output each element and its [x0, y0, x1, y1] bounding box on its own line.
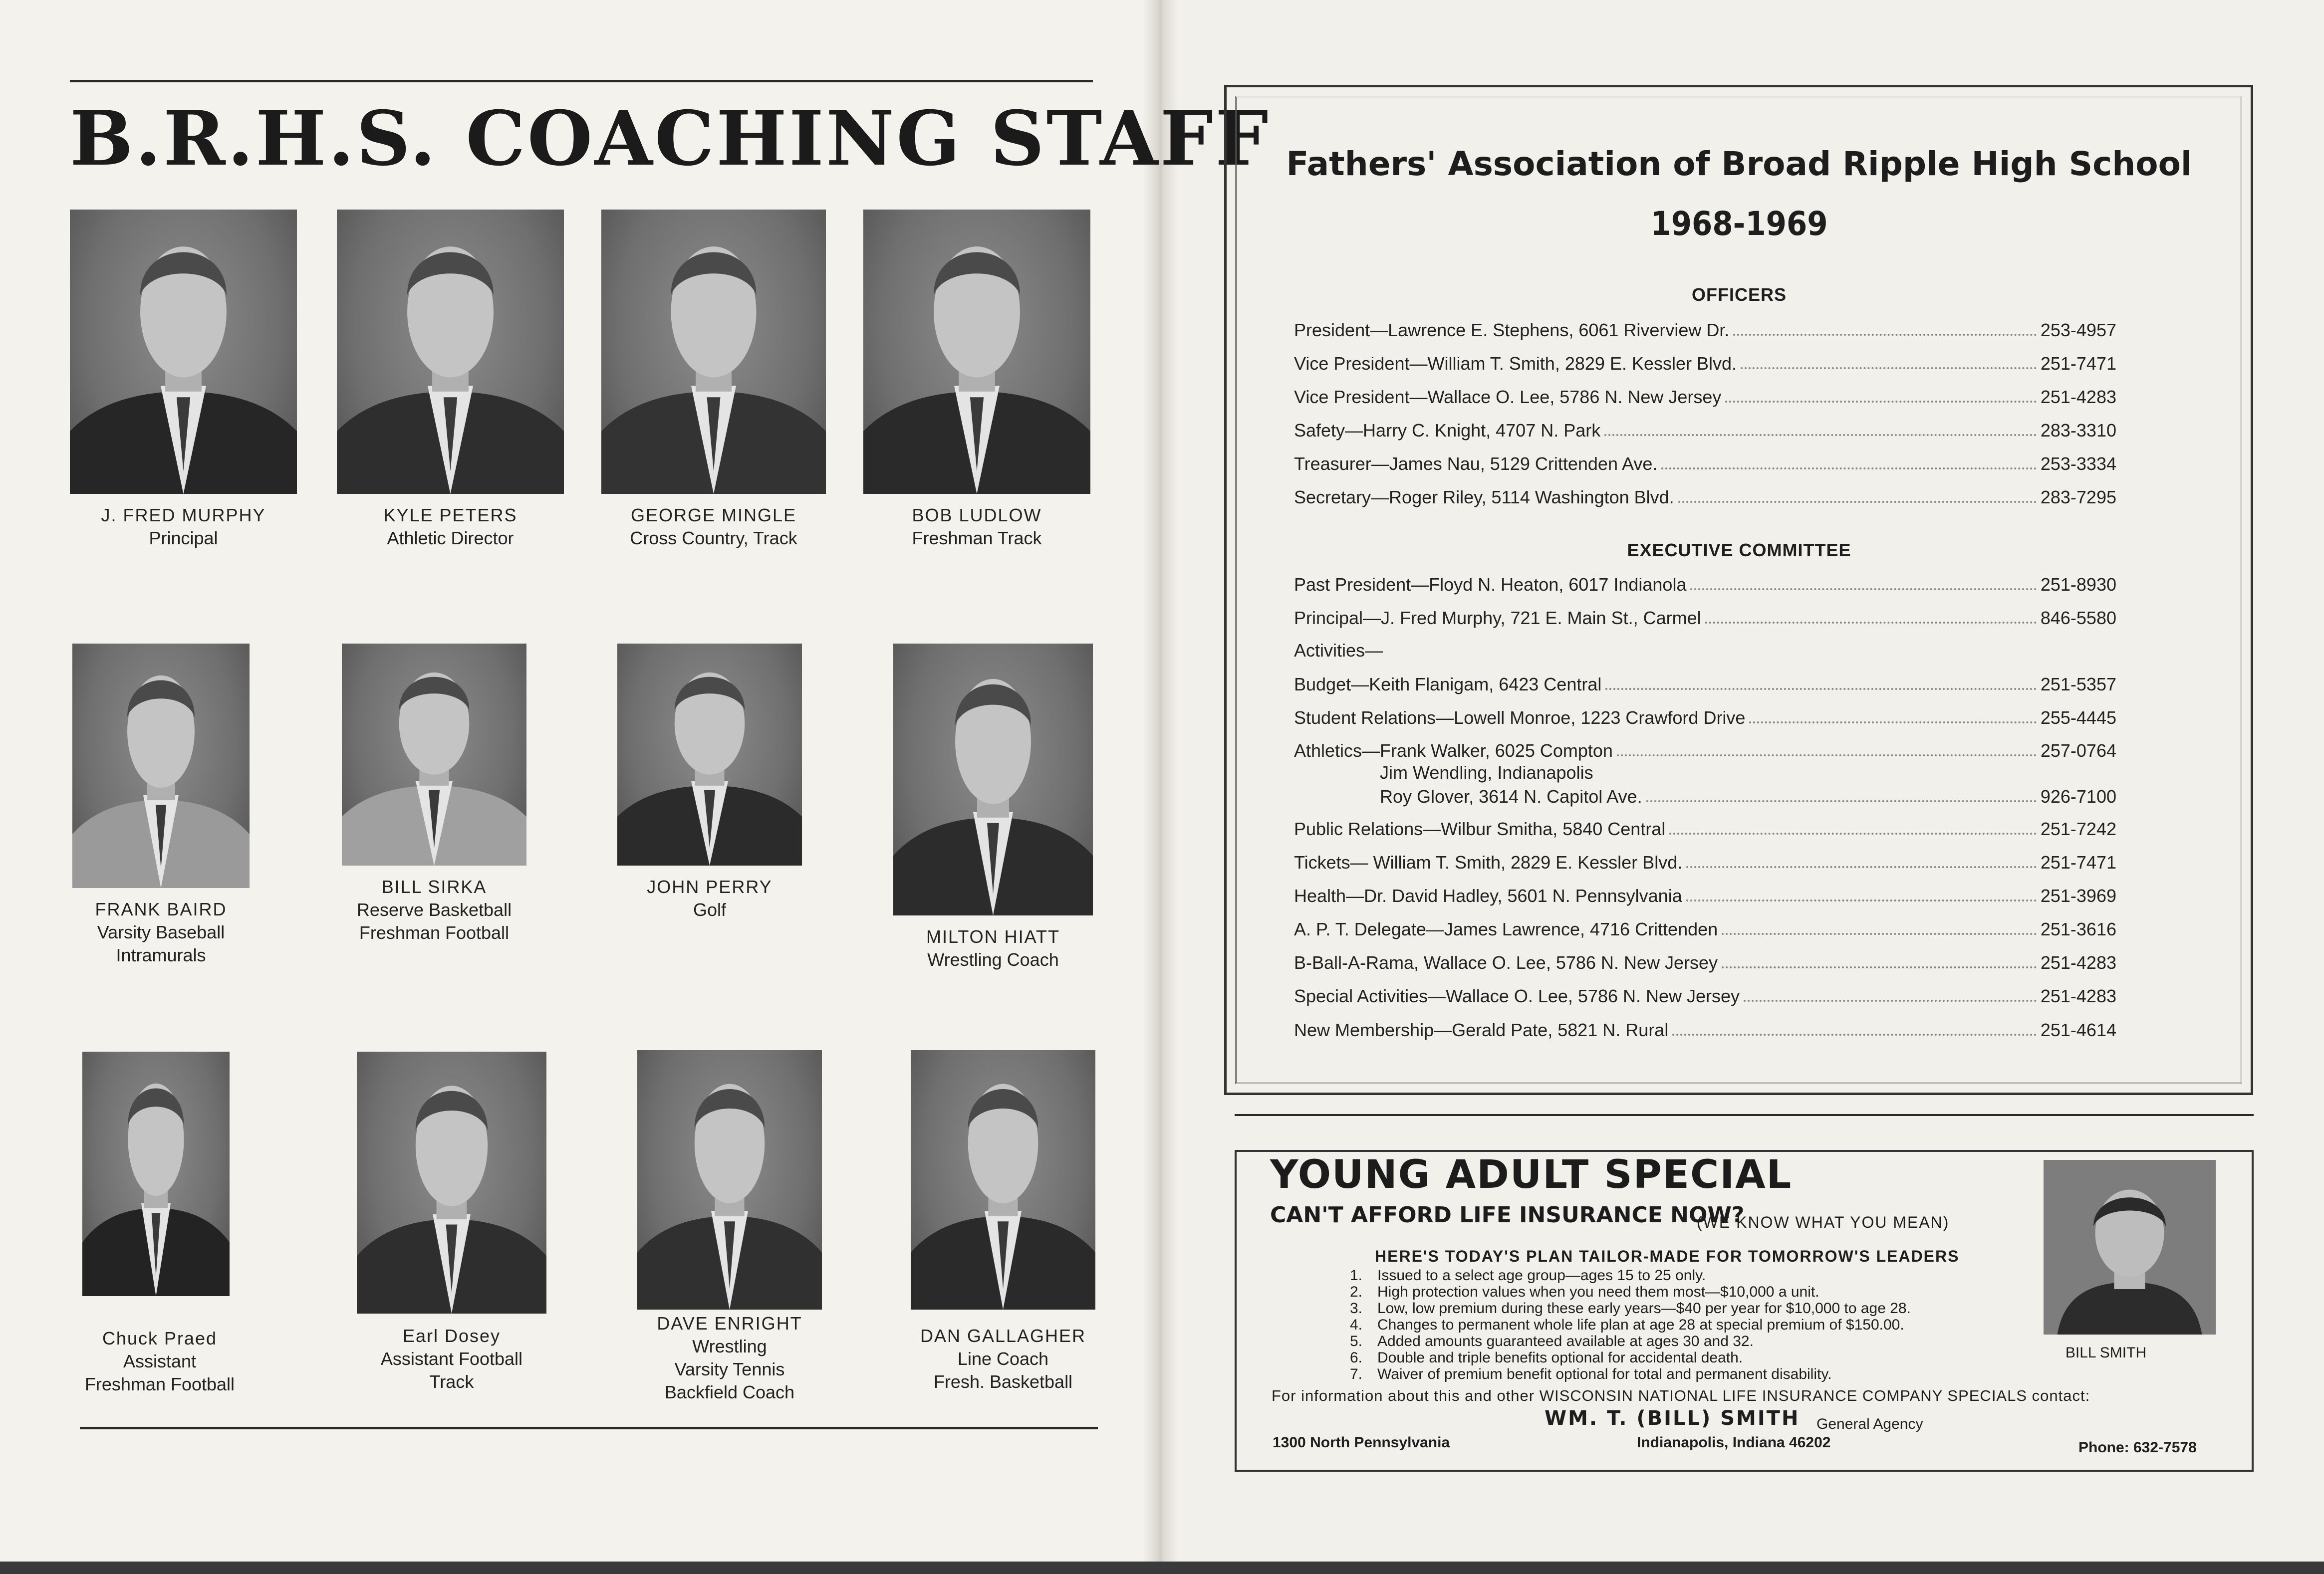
coach-role: Varsity Tennis [674, 1359, 785, 1379]
coach-caption [901, 1325, 1105, 1393]
coach-name: Chuck Praed [102, 1328, 218, 1349]
entry-name-address: Principal—J. Fred Murphy, 721 E. Main St., Carmel [1294, 608, 1701, 628]
dot-leader [1741, 367, 2037, 369]
portrait-silhouette-icon [82, 1052, 230, 1296]
coach-role: Wrestling [692, 1336, 767, 1356]
coach-caption [863, 504, 1090, 550]
ad-benefit-number: 7. [1350, 1366, 1363, 1382]
directory-entry [1294, 571, 2116, 595]
ad-benefit-item [1350, 1317, 1911, 1333]
portrait-silhouette-icon [863, 210, 1090, 494]
entry-phone: 846-5580 [2040, 608, 2116, 628]
entry-name-address: Health—Dr. David Hadley, 5601 N. Pennsylvania [1294, 886, 1682, 906]
coach-role: Athletic Director [387, 528, 514, 548]
coach-photo [911, 1050, 1095, 1310]
coach-caption [332, 876, 536, 944]
ad-top-rule [1235, 1114, 2254, 1116]
coach-role: Assistant [123, 1351, 197, 1371]
directory-entry [1380, 783, 2116, 807]
dot-leader [1749, 721, 2036, 723]
portrait-silhouette-icon [342, 644, 526, 866]
coach-role: Track [429, 1371, 474, 1392]
portrait-silhouette-icon [911, 1050, 1095, 1310]
directory-entry [1294, 1017, 2116, 1041]
coach-name: BILL SIRKA [381, 877, 487, 897]
dot-leader [1722, 933, 2037, 935]
entry-phone: 251-3969 [2040, 886, 2116, 906]
ad-benefit-text: Added amounts guaranteed available at ages 30 and 32. [1377, 1333, 1754, 1349]
ad-benefit-item [1350, 1333, 1911, 1349]
coach-photo [357, 1052, 546, 1314]
portrait-silhouette-icon [893, 644, 1093, 915]
coach-name: MILTON HIATT [926, 926, 1060, 947]
dot-leader [1617, 754, 2037, 756]
ad-benefit-number: 6. [1350, 1349, 1363, 1366]
coach-caption [610, 876, 809, 921]
entry-name-address: Roy Glover, 3614 N. Capitol Ave. [1380, 786, 1642, 807]
officers-heading: OFFICERS [1691, 284, 1787, 305]
coach-name: J. FRED MURPHY [101, 505, 266, 525]
athletics-extra-member: Jim Wendling, Indianapolis [1380, 762, 1593, 783]
dot-leader [1678, 501, 2037, 503]
bottom-rule [80, 1427, 1098, 1429]
dot-leader [1686, 866, 2037, 868]
dot-leader [1725, 401, 2036, 403]
association-year: 1968-1969 [1650, 205, 1828, 243]
ad-benefits-list [1350, 1267, 1911, 1382]
ad-agent-name: WM. T. (BILL) SMITH [1545, 1407, 1800, 1430]
coach-caption [67, 1327, 252, 1396]
directory-entry [1294, 350, 2116, 374]
coach-role: Backfield Coach [664, 1382, 795, 1402]
coach-role: Freshman Track [912, 528, 1042, 548]
dot-leader [1604, 434, 2037, 436]
bill-smith-caption: BILL SMITH [2065, 1345, 2147, 1361]
entry-phone: 251-3616 [2040, 919, 2116, 939]
coach-photo [637, 1050, 822, 1310]
coach-caption [586, 504, 841, 550]
entry-phone: 251-7471 [2040, 852, 2116, 873]
ad-agency: General Agency [1816, 1416, 1923, 1432]
directory-entry [1294, 704, 2116, 728]
directory-entry [1294, 450, 2116, 474]
ad-benefit-text: Issued to a select age group—ages 15 to 25 only. [1377, 1267, 1706, 1284]
portrait-silhouette-icon [2044, 1160, 2216, 1335]
dot-leader [1646, 800, 2037, 802]
entry-phone: 283-3310 [2040, 420, 2116, 441]
ad-benefit-number: 2. [1350, 1284, 1363, 1300]
coach-photo [82, 1052, 230, 1296]
coach-caption [893, 925, 1093, 971]
entry-name-address: Past President—Floyd N. Heaton, 6017 Indianola [1294, 574, 1687, 595]
entry-name-address: New Membership—Gerald Pate, 5821 N. Rural [1294, 1020, 1669, 1040]
directory-entry [1294, 849, 2116, 873]
entry-phone: 251-8930 [2040, 574, 2116, 595]
coach-photo [337, 210, 564, 494]
ad-aside: (WE KNOW WHAT YOU MEAN) [1697, 1213, 1950, 1231]
directory-entry [1294, 605, 2116, 629]
association-title: Fathers' Association of Broad Ripple High School [1286, 145, 2192, 183]
ad-benefit-number: 4. [1350, 1317, 1363, 1333]
coach-name: DAVE ENRIGHT [657, 1313, 802, 1334]
directory-entry [1294, 816, 2116, 840]
coach-role: Fresh. Basketball [933, 1371, 1073, 1392]
coach-role: Golf [693, 899, 727, 920]
coach-caption [617, 1312, 842, 1404]
ad-city: Indianapolis, Indiana 46202 [1637, 1434, 1831, 1451]
coach-role: Reserve Basketball [356, 899, 512, 920]
coach-photo [601, 210, 826, 494]
coaching-staff-title: B.R.H.S. COACHING STAFF [70, 95, 1271, 183]
ad-benefit-number: 3. [1350, 1300, 1363, 1317]
dot-leader [1705, 622, 2037, 624]
entry-phone: 926-7100 [2040, 786, 2116, 807]
dot-leader [1722, 966, 2037, 968]
directory-entry [1294, 983, 2116, 1007]
directory-entry [1294, 384, 2116, 408]
entry-name-address: A. P. T. Delegate—James Lawrence, 4716 Crittenden [1294, 919, 1718, 939]
entry-phone: 255-4445 [2040, 707, 2116, 728]
directory-entry [1294, 417, 2116, 441]
ad-benefit-item [1350, 1284, 1911, 1300]
entry-name-address: Public Relations—Wilbur Smitha, 5840 Central [1294, 819, 1666, 839]
entry-phone: 251-4283 [2040, 952, 2116, 973]
ad-benefit-text: Changes to permanent whole life plan at age 28 at special premium of $150.00. [1377, 1317, 1904, 1333]
coach-photo [617, 644, 802, 866]
coach-role: Intramurals [116, 945, 206, 965]
ad-benefit-text: Waiver of premium benefit optional for total and permanent disability. [1377, 1366, 1832, 1382]
dot-leader [1669, 833, 2037, 835]
coach-role: Line Coach [957, 1349, 1049, 1369]
entry-name-address: Activities— [1294, 640, 1383, 661]
dot-leader [1686, 899, 2037, 901]
entry-name-address: Treasurer—James Nau, 5129 Crittenden Ave. [1294, 453, 1658, 474]
executive-committee-heading: EXECUTIVE COMMITTEE [1627, 540, 1851, 560]
entry-phone: 253-4957 [2040, 320, 2116, 340]
entry-name-address: Vice President—Wallace O. Lee, 5786 N. New Jersey [1294, 387, 1722, 407]
directory-entry [1294, 916, 2116, 940]
coach-photo [893, 644, 1093, 915]
dot-leader [1605, 688, 2037, 690]
ad-benefit-item [1350, 1349, 1911, 1366]
coach-caption [62, 898, 259, 967]
entry-phone: 283-7295 [2040, 487, 2116, 507]
portrait-silhouette-icon [601, 210, 826, 494]
ad-benefit-item [1350, 1267, 1911, 1284]
entry-name-address: Safety—Harry C. Knight, 4707 N. Park [1294, 420, 1601, 441]
entry-phone: 251-7242 [2040, 819, 2116, 839]
coach-name: JOHN PERRY [647, 877, 773, 897]
top-rule [70, 80, 1093, 82]
coach-name: FRANK BAIRD [95, 899, 227, 919]
dot-leader [1661, 467, 2036, 469]
coach-name: BOB LUDLOW [912, 505, 1042, 525]
ad-subtitle: CAN'T AFFORD LIFE INSURANCE NOW? [1270, 1202, 1745, 1228]
coach-photo [70, 210, 297, 494]
coach-photo [72, 644, 250, 888]
entry-name-address: Special Activities—Wallace O. Lee, 5786 N. New Jersey [1294, 986, 1740, 1006]
directory-entry [1294, 671, 2116, 695]
directory-entry [1294, 484, 2116, 508]
entry-name-address: Student Relations—Lowell Monroe, 1223 Crawford Drive [1294, 707, 1746, 728]
dot-leader [1672, 1034, 2037, 1036]
entry-phone: 253-3334 [2040, 453, 2116, 474]
coach-name: Earl Dosey [402, 1326, 501, 1346]
coach-caption [337, 504, 564, 550]
ad-benefit-text: High protection values when you need them most—$10,000 a unit. [1377, 1284, 1819, 1300]
directory-entry [1294, 317, 2116, 341]
coach-photo [863, 210, 1090, 494]
book-gutter [1143, 0, 1178, 1562]
dot-leader [1733, 334, 2036, 336]
coach-role: Varsity Baseball [97, 922, 225, 942]
coach-role: Freshman Football [359, 922, 510, 943]
entry-phone: 251-5357 [2040, 674, 2116, 694]
ad-address: 1300 North Pennsylvania [1273, 1434, 1450, 1451]
ad-benefit-number: 1. [1350, 1267, 1363, 1284]
coach-photo [342, 644, 526, 866]
dot-leader [1744, 1000, 2037, 1002]
entry-name-address: Vice President—William T. Smith, 2829 E. Kessler Blvd. [1294, 353, 1737, 374]
entry-phone: 251-7471 [2040, 353, 2116, 374]
coach-name: KYLE PETERS [383, 505, 517, 525]
entry-name-address: Tickets— William T. Smith, 2829 E. Kessler Blvd. [1294, 852, 1683, 873]
dot-leader [1690, 588, 2036, 590]
directory-entry [1294, 737, 2116, 761]
entry-name-address: B-Ball-A-Rama, Wallace O. Lee, 5786 N. New Jersey [1294, 952, 1718, 973]
ad-benefit-text: Low, low premium during these early years—$40 per year for $10,000 to age 28. [1377, 1300, 1911, 1317]
directory-entry [1294, 883, 2116, 906]
coach-name: DAN GALLAGHER [920, 1326, 1086, 1346]
portrait-silhouette-icon [357, 1052, 546, 1314]
directory-entry [1294, 637, 2116, 661]
coach-name: GEORGE MINGLE [630, 505, 797, 525]
directory-entry [1294, 949, 2116, 973]
ad-benefit-item [1350, 1366, 1911, 1382]
entry-name-address: Budget—Keith Flanigam, 6423 Central [1294, 674, 1602, 694]
ad-title: YOUNG ADULT SPECIAL [1270, 1152, 1793, 1197]
coach-role: Freshman Football [84, 1374, 235, 1394]
portrait-silhouette-icon [72, 644, 250, 888]
ad-phone: Phone: 632-7578 [2078, 1439, 2197, 1456]
scan-edge [0, 1562, 2324, 1574]
entry-name-address: President—Lawrence E. Stephens, 6061 Riverview Dr. [1294, 320, 1730, 340]
ad-benefit-number: 5. [1350, 1333, 1363, 1349]
portrait-silhouette-icon [617, 644, 802, 866]
entry-name-address: Athletics—Frank Walker, 6025 Compton [1294, 740, 1613, 761]
entry-name-address: Secretary—Roger Riley, 5114 Washington Blvd. [1294, 487, 1674, 507]
coach-role: Wrestling Coach [927, 949, 1059, 970]
coach-role: Principal [149, 528, 218, 548]
portrait-silhouette-icon [70, 210, 297, 494]
coach-role: Cross Country, Track [630, 528, 797, 548]
portrait-silhouette-icon [337, 210, 564, 494]
entry-phone: 257-0764 [2040, 740, 2116, 761]
portrait-silhouette-icon [637, 1050, 822, 1310]
coach-role: Assistant Football [380, 1349, 523, 1369]
entry-phone: 251-4283 [2040, 387, 2116, 407]
ad-benefit-text: Double and triple benefits optional for accidental death. [1377, 1349, 1743, 1366]
coach-caption [357, 1325, 546, 1393]
coach-caption [70, 504, 297, 550]
ad-benefit-item [1350, 1300, 1911, 1317]
ad-info-line: For information about this and other WISCONSIN NATIONAL LIFE INSURANCE COMPANY SPECIALS contact: [1272, 1387, 2090, 1404]
ad-plan-heading: HERE'S TODAY'S PLAN TAILOR-MADE FOR TOMORROW'S LEADERS [1375, 1247, 1960, 1265]
entry-phone: 251-4614 [2040, 1020, 2116, 1040]
bill-smith-photo [2044, 1160, 2216, 1335]
entry-phone: 251-4283 [2040, 986, 2116, 1006]
